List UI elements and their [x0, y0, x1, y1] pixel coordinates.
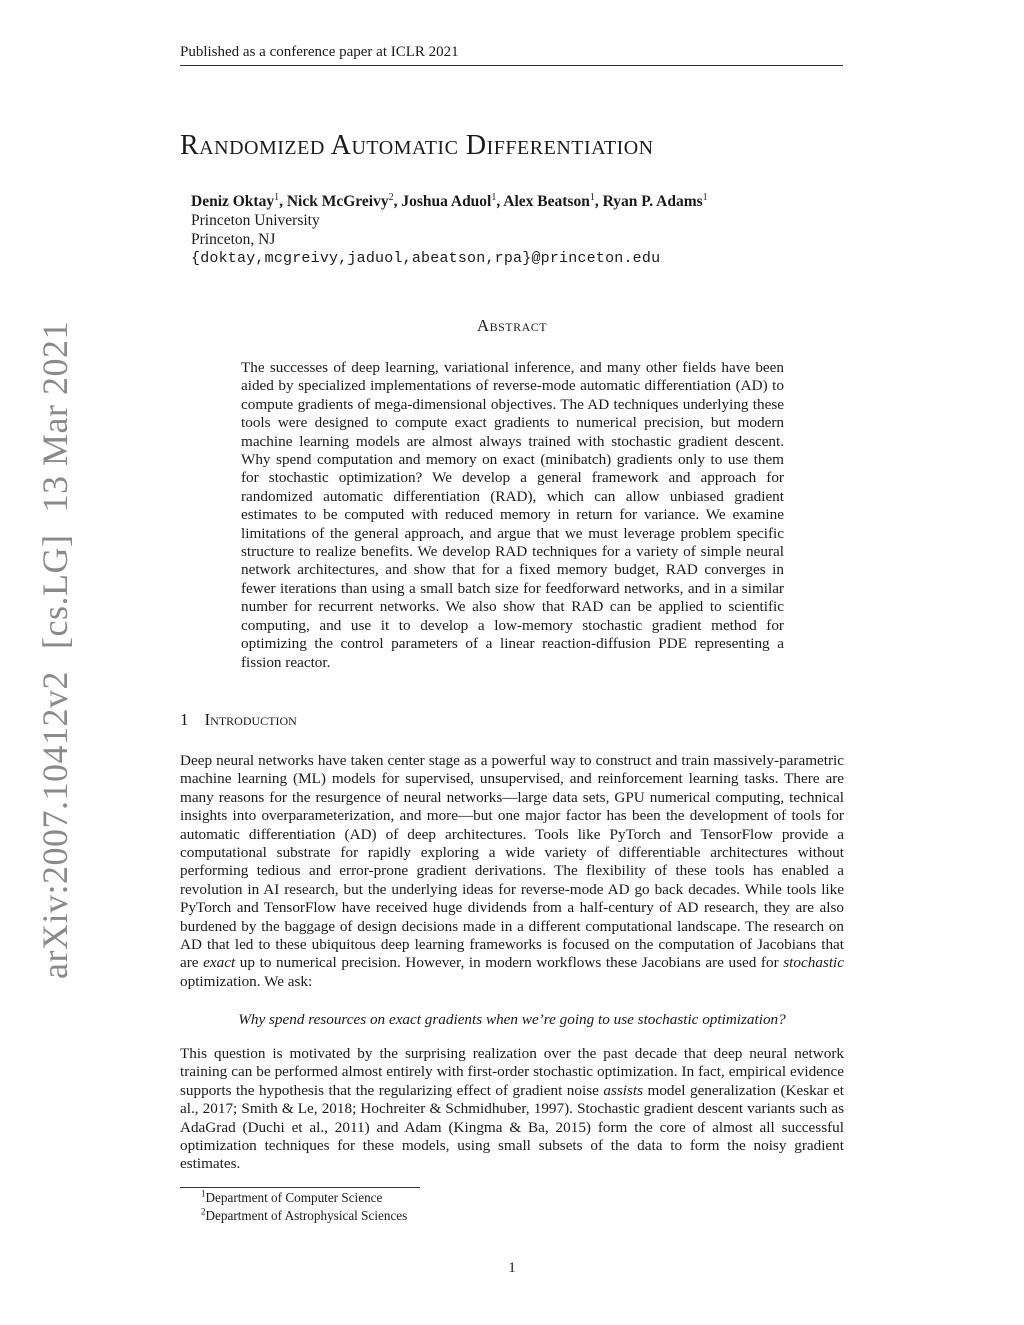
author-emails: {doktay,mcgreivy,jaduol,abeatson,rpa}@princeton.edu — [191, 250, 661, 267]
paragraph-text: Deep neural networks have taken center stage as a powerful way to construct and train massively-parametric machine learning (ML) models for supervised, unsupervised, and reinforcement learning tasks. There are many reasons for the resurgence of neural networks—large data sets, GPU numerical computing, technical insights into overparameterization, and more—but one major factor has been the development of tools for automatic differentiation (AD) of deep architectures. Tools like PyTorch and TensorFlow provide a computational substrate for rapidly exploring a wide variety of differentiable architectures without performing tedious and error-prone gradient derivations. The flexibility of these tools has enabled a revolution in AI research, but the underlying ideas for reverse-mode AD go back decades. While tools like PyTorch and TensorFlow have received huge dividends from a half-century of AD research, they are also burdened by the baggage of design decisions made in a different computational landscape. The research on AD that led to these ubiquitous deep learning frameworks is focused on the computation of Jacobians that are — [180, 752, 844, 972]
footnote-rule — [180, 1187, 420, 1188]
author-name: Ryan P. Adams — [602, 193, 703, 210]
author-name: Alex Beatson — [503, 193, 590, 210]
intro-paragraph-2 — [180, 1045, 844, 1174]
author-name: Joshua Aduol — [401, 193, 492, 210]
location: Princeton, NJ — [191, 231, 276, 248]
research-question: Why spend resources on exact gradients when we’re going to use stochastic optimization? — [238, 1011, 786, 1028]
intro-paragraph-1 — [180, 752, 844, 991]
footnote-text: Department of Computer Science — [205, 1190, 383, 1205]
author-name: Nick McGreivy — [286, 193, 389, 210]
section-heading — [180, 710, 297, 730]
header-rule — [180, 65, 843, 66]
institution: Princeton University — [191, 212, 320, 229]
footnote-mark: 1 — [201, 1188, 206, 1199]
abstract-heading: Abstract — [476, 316, 548, 335]
author-affiliation-mark: 1 — [702, 191, 708, 203]
arxiv-id: arXiv:2007.10412v2 — [35, 670, 75, 979]
paragraph-text: optimization. We ask: — [180, 972, 313, 990]
footnote-2 — [201, 1208, 407, 1224]
author-affiliation-mark: 1 — [491, 191, 497, 203]
paper-title: Randomized Automatic Differentiation — [180, 130, 654, 161]
section-number: 1 — [180, 710, 189, 729]
footnote-mark: 2 — [201, 1206, 206, 1217]
emphasis-text: stochastic — [783, 954, 845, 972]
arxiv-stamp — [34, 321, 76, 979]
emphasis-text: assists — [603, 1081, 644, 1099]
author-list: Deniz Oktay$^1$, Nick McGreivy$^2$, Joshua Aduol$^1$, Alex Beatson$^1$, Ryan P. Adams$^1$ — [191, 191, 708, 210]
arxiv-date: 13 Mar 2021 — [35, 321, 75, 513]
running-header: Published as a conference paper at ICLR 2021 — [180, 44, 459, 60]
section-title: Introduction — [204, 710, 297, 729]
footnote-1 — [201, 1190, 382, 1206]
paragraph-text: up to numerical precision. However, in modern workflows these Jacobians are used for — [235, 954, 784, 972]
paragraph-text: model generalization (Keskar et al., 2017; Smith & Le, 2018; Hochreiter & Schmidhuber, 1997). Stochastic gradient descent variants such as AdaGrad (Duchi et al., 2011) and Adam (Kingma & Ba, 2015) form the core of almost all successful optimization techniques for these models, using small subsets of the data to form the noisy gradient estimates. — [180, 1081, 844, 1173]
abstract-body: The successes of deep learning, variational inference, and many other fields have been aided by specialized implementations of reverse-mode automatic differentiation (AD) to compute gradients of mega-dimensional objectives. The AD techniques underlying these tools were designed to compute exact gradients to numerical precision, but modern machine learning models are almost always trained with stochastic gradient descent. Why spend computation and memory on exact (minibatch) gradients only to use them for stochastic optimization? We develop a general framework and approach for randomized automatic differentiation (RAD), which can allow unbiased gradient estimates to be computed with reduced memory in return for variance. We examine limitations of the general approach, and argue that we must leverage problem specific structure to realize benefits. We develop RAD techniques for a variety of simple neural network architectures, and show that for a fixed memory budget, RAD converges in fewer iterations than using a small batch size for feedforward networks, and in a similar number for recurrent networks. We also show that RAD can be applied to scientific computing, and use it to develop a low-memory stochastic gradient method for optimizing the control parameters of a linear reaction-diffusion PDE representing a fission reactor. — [241, 359, 784, 671]
author-affiliation-mark: 1 — [274, 191, 280, 203]
arxiv-category: [cs.LG] — [35, 534, 75, 649]
emphasis-text: exact — [203, 954, 236, 972]
paragraph-text: This question is motivated by the surprising realization over the past decade that deep neural network training can be performed almost entirely with first-order stochastic optimization. In fact, empirical evidence supports the hypothesis that the regularizing effect of gradient noise — [180, 1045, 844, 1099]
author-affiliation-mark: 1 — [589, 191, 595, 203]
author-name: Deniz Oktay — [191, 193, 275, 210]
author-affiliation-mark: 2 — [388, 191, 394, 203]
page-number: 1 — [508, 1260, 516, 1276]
footnote-text: Department of Astrophysical Sciences — [205, 1208, 408, 1223]
